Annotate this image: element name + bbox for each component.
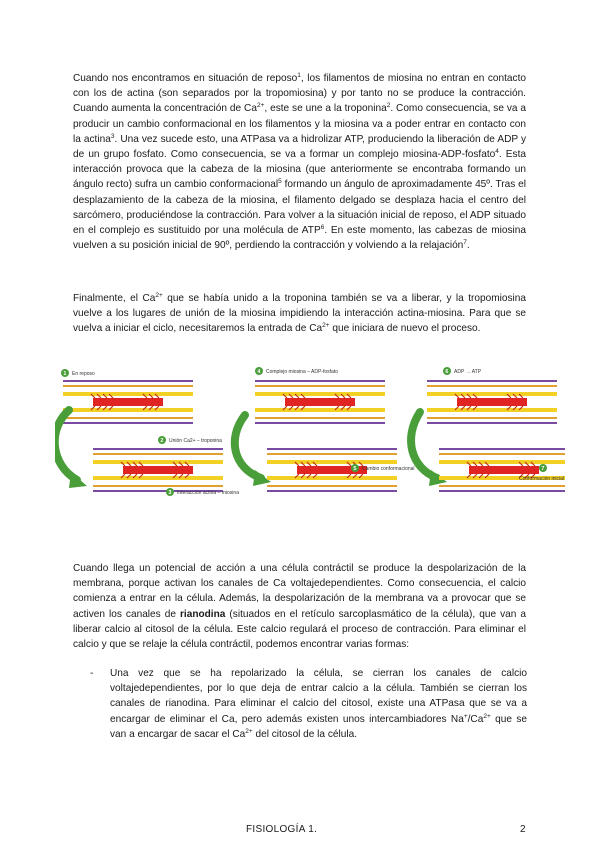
step-number: 3 [168, 490, 172, 496]
step-label: Conformación inicial [519, 476, 565, 482]
step-label: Cambio conformacional [362, 466, 415, 472]
step-label: Complejo miosina – ADP-fosfato [266, 369, 338, 375]
step-number: 2 [160, 438, 164, 444]
step-number: 5 [353, 466, 357, 472]
step-label: Unión Ca2+ – troponina [169, 438, 222, 444]
step-number: 1 [63, 371, 67, 377]
page-number: 2 [520, 824, 526, 835]
bullet-dash: - [90, 668, 94, 679]
step-number: 4 [257, 369, 261, 375]
sarcomere-cycle-figure [55, 360, 565, 535]
paragraph-excitation-coupling: Cuando llega un potencial de acción a una célula contráctil se produce la despolarización de la membrana, porque activan los canales de Ca voltajedependientes. Como consecuencia, el calcio comienza a entrar en la célula. Además, la despolarización de la membrana va a provocar que se activen los canales de rianodina (situados en el retículo sarcoplasmático de la célula), que van a liberar calcio al citosol de la célula. Este calcio regulará el proceso de contracción. Para eliminar el calcio y que se relaje la célula contráctil, podemos encontrar varias formas: [73, 563, 526, 651]
step-label: Interacción actina – miosina [177, 490, 239, 496]
step-label: En reposo [72, 371, 95, 377]
step-number: 6 [445, 369, 449, 375]
step-label: ADP → ATP [454, 369, 482, 375]
paragraph-calcium-release: Finalmente, el $Ca^{2+}$ que se había unido a la troponina también se va a liberar, y la tropomiosina vuelve a los lugares de unión de la miosina impidiendo la interacción actina-miosina. Para que se vuelva a iniciar el ciclo, necesitaremos la entrada de $Ca^{2+}$ que iniciara de nuevo el proceso. [73, 292, 527, 335]
panel-resting [55, 380, 223, 492]
footer-title: FISIOLOGÍA 1. [246, 824, 318, 835]
panel-power-stroke [235, 380, 397, 492]
paragraph-contraction-cycle: Cuando nos encontramos en situación de reposo$^1$, los filamentos de miosina no entran en contacto con los de actina (son separados por la tropomiosina) y por tanto no se produce la contracción. Cuando aumenta la concentración de $Ca^{2+}$, este se une a la troponina$^2$. Como consecuencia, se va a producir un cambio conformacional en los filamentos y la miosina va a poder entrar en contacto con la actina$^3$. Una vez sucede esto, una ATPasa va a hidrolizar ATP, produciendo la liberación de ADP y de un grupo fosfato. Como consecuencia, se va a formar un complejo miosina-ADP-fosfato$^4$. Esta interacción provoca que la cabeza de la miosina (que anteriormente se encontraba formando un ángulo recto) sufra un cambio conformacional$^5$ formando un ángulo de aproximadamente 45º. Tras el desplazamiento de la cabeza de la miosina, el filamento delgado se desplaza hacia el centro del sarcómero, produciéndose la contracción. Para volver a la situación inicial de reposo, el ADP situado en el complejo es sustituido por una molécula de ATP$^6$. En este momento, las cabezas de miosina vuelven a su posición inicial de 90º, perdiendo la contracción y volviendo a la relajación$^7$. [73, 72, 527, 252]
step-number: 7 [541, 466, 545, 472]
bullet-text: Una vez que se ha repolarizado la célula, se cierran los canales de calcio voltajedependientes, por lo que deja de entrar calcio a la célula. También se cierran los canales de rianodina. Para eliminar el calcio del citosol, existe una ATPasa que se va a encargar de eliminar el Ca, pero además existen unos intercambiadores $Na^+/Ca^{2+}$ que se van a encargar de sacar el $Ca^{2+}$ del citosol de la célula. [110, 668, 527, 740]
